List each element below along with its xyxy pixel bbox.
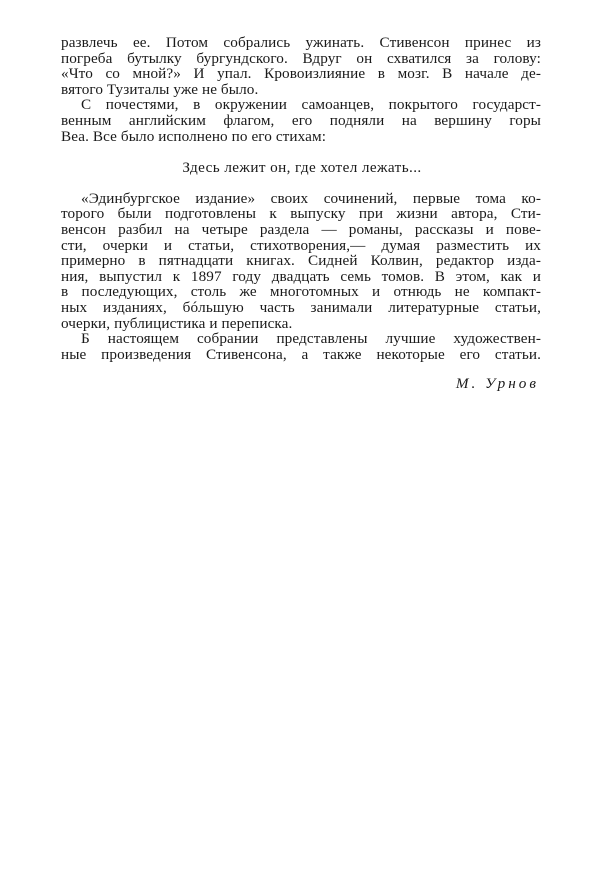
text-line: в последующих, столь же многотомных и отнюдь не компакт-: [61, 283, 541, 301]
text-line: Веа. Все было исполнено по его стихам:: [61, 127, 327, 145]
poem-quote: Здесь лежит он, где хотел лежать...: [182, 159, 422, 177]
text-line: «Эдинбургское издание» своих сочинений, первые тома ко-: [81, 189, 541, 207]
text-line: погреба бутылку бургундского. Вдруг он схватился за голову:: [61, 49, 541, 67]
paragraph-edinburgh-edition: [61, 191, 541, 331]
text-line: вятого Тузиталы уже не было.: [61, 80, 259, 98]
paragraph-collection: [61, 331, 541, 362]
text-line: ния, выпустил к 1897 году двадцать семь томов. В этом, как и: [61, 267, 541, 285]
text-line: сти, очерки и статьи, стихотворения,— думая разместить их: [61, 236, 541, 254]
text-line: «Что со мной?» И упал. Кровоизлияние в мозг. В начале де-: [61, 65, 541, 83]
text-line: С почестями, в окружении самоанцев, покрытого государст-: [81, 96, 541, 114]
text-line: развлечь ее. Потом собрались ужинать. Стивенсон принес из: [61, 34, 541, 51]
text-line: ных изданиях, бóльшую часть занимали литературные статьи,: [61, 298, 541, 316]
text-line: примерно в пятнадцати книгах. Сидней Колвин, редактор изда-: [61, 252, 541, 270]
paragraph-death: [61, 35, 541, 97]
text-line: очерки, публицистика и переписка.: [61, 314, 293, 332]
paragraph-funeral: [61, 97, 541, 144]
text-line: торого были подготовлены к выпуску при жизни автора, Сти-: [61, 205, 541, 223]
author-signature: М. Урнов: [455, 375, 539, 393]
text-line: ные произведения Стивенсона, а также некоторые его статьи.: [61, 345, 541, 363]
text-line: Б настоящем собрании представлены лучшие художествен-: [81, 330, 541, 348]
text-line: венсон разбил на четыре раздела — романы, рассказы и пове-: [61, 220, 541, 238]
document-page: [61, 35, 541, 392]
text-line: венным английским флагом, его подняли на вершину горы: [61, 111, 541, 129]
